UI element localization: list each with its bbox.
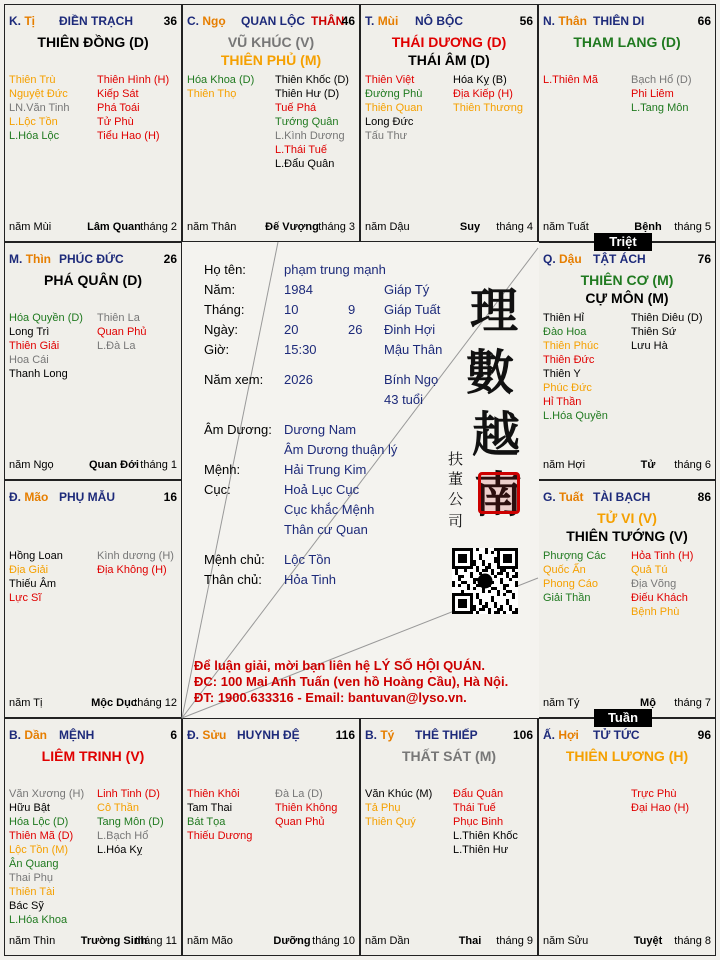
footer-year: năm Thìn: [9, 935, 56, 947]
palace-age: 106: [512, 728, 533, 742]
footer-state: Thai: [458, 935, 482, 947]
minor-star: Kình dương (H): [97, 550, 174, 562]
minor-star: LN.Văn Tinh: [9, 102, 70, 114]
sub-char: 公: [448, 490, 464, 508]
minor-star: L.Hóa Khoa: [9, 914, 68, 926]
footer-year: năm Sửu: [543, 935, 589, 947]
palace-stem: T.: [365, 14, 375, 28]
minor-star: Long Đức: [365, 116, 414, 128]
main-star: THIÊN CƠ (M): [580, 272, 674, 288]
palace-house-name: PHỤ MẪU: [59, 490, 115, 504]
minor-star: Phượng Các: [543, 550, 606, 562]
palace-age: 86: [697, 490, 711, 504]
minor-star: Phá Toái: [97, 102, 140, 114]
minor-star: Địa Võng: [631, 578, 677, 590]
palace-branch-name: Mùi: [377, 14, 399, 28]
minor-star: Đẩu Quân: [453, 788, 504, 800]
minor-star: Thiên Thương: [453, 102, 524, 114]
palace-stem: N.: [543, 14, 555, 28]
footer-month: tháng 1: [140, 459, 177, 471]
minor-star: Ân Quang: [9, 858, 59, 870]
minor-star: Hồng Loan: [9, 550, 63, 562]
minor-star: Văn Xương (H): [9, 788, 85, 800]
palace-house-name: MỆNH: [59, 728, 95, 742]
palace-branch-name: Tý: [380, 728, 395, 742]
minor-star: Hóa Kỵ (B): [453, 74, 507, 86]
minor-star: Long Trì: [9, 326, 50, 338]
calligraphy-char: 理: [470, 283, 519, 339]
calligraphy-char: 南: [474, 467, 523, 523]
main-star: THIÊN PHỦ (M): [220, 52, 322, 68]
day-lunar: 26: [348, 322, 363, 337]
minor-star: Hỉ Thần: [543, 396, 582, 408]
footer-state: Tử: [640, 459, 656, 471]
minor-star: Lộc Tồn (M): [9, 844, 69, 856]
main-star: THIÊN ĐỒNG (D): [37, 34, 149, 50]
red-seal: [478, 472, 520, 514]
triet-tag: Triệt: [594, 233, 652, 251]
minor-star: Địa Kiếp (H): [453, 88, 513, 100]
minor-star: Địa Không (H): [97, 564, 167, 576]
than-marker: THÂN: [311, 14, 345, 28]
main-star: THẤT SÁT (M): [401, 748, 497, 764]
minor-star: L.Tang Môn: [631, 102, 689, 114]
palace-stem: B.: [9, 728, 21, 742]
footer-year: năm Tý: [543, 697, 580, 709]
tuan-tag: Tuần: [594, 709, 652, 727]
palace-stem: K.: [9, 14, 21, 28]
minor-star: Tả Phụ: [365, 802, 401, 814]
minor-star: Thiên Khôi: [187, 788, 240, 800]
palace-age: 116: [335, 728, 355, 742]
main-star: THIÊN TƯỚNG (V): [566, 528, 688, 544]
minor-star: Cô Thần: [97, 802, 139, 814]
minor-star: Hữu Bật: [9, 802, 50, 814]
minor-star: Hóa Lộc (D): [9, 816, 69, 828]
palace-house-name: TÀI BẠCH: [593, 490, 651, 504]
minor-star: Trực Phù: [631, 788, 677, 800]
minor-star: Thiếu Dương: [187, 830, 253, 842]
minor-star: Quốc Ấn: [543, 564, 586, 576]
sub-char: 董: [448, 470, 464, 488]
calligraphy-char: 數: [466, 345, 515, 401]
palace-branch-name: Tị: [24, 14, 36, 28]
minor-star: Thiên Đức: [543, 354, 595, 366]
minor-star: Hóa Khoa (D): [187, 74, 255, 86]
minor-star: Thiên Phúc: [543, 340, 599, 352]
footer-month: tháng 8: [674, 935, 711, 947]
footer-month: tháng 12: [134, 697, 177, 709]
footer-state: Tuyệt: [633, 935, 663, 947]
menh-label: Mệnh:: [204, 462, 241, 477]
minor-star: Lưu Hà: [631, 340, 668, 352]
minor-star: Thiên Quan: [365, 102, 423, 114]
minor-star: Tuế Phá: [275, 102, 317, 114]
minor-star: Giải Thần: [543, 592, 591, 604]
footer-month: tháng 5: [674, 221, 711, 233]
minor-star: Thai Phụ: [9, 872, 54, 884]
footer-state: Lâm Quan: [87, 221, 141, 233]
palace-stem: G.: [543, 490, 556, 504]
footer-month: tháng 6: [674, 459, 711, 471]
palace-age: 16: [163, 490, 177, 504]
minor-star: Hỏa Tinh (H): [631, 550, 694, 562]
minor-star: L.Hóa Lộc: [9, 130, 60, 142]
minor-star: Hoa Cái: [9, 354, 49, 366]
footer-year: năm Ngọ: [9, 459, 54, 471]
footer-month: tháng 9: [496, 935, 533, 947]
minor-star: Thiên Không: [275, 802, 338, 814]
main-star: PHÁ QUÂN (D): [44, 272, 142, 288]
minor-star: L.Thiên Mã: [543, 74, 599, 86]
minor-star: L.Đẩu Quân: [275, 158, 335, 170]
footer-state: Trường Sinh: [80, 935, 148, 947]
minor-star: Thiếu Âm: [9, 578, 57, 590]
age-value: 43 tuổi: [384, 392, 424, 407]
palace-branch-name: Thân: [558, 14, 588, 28]
footer-year: năm Tuất: [543, 221, 589, 233]
palace-age: 46: [341, 14, 355, 28]
month-lunar: 9: [348, 302, 356, 317]
minor-star: Tấu Thư: [365, 130, 408, 142]
palace-house-name: HUYNH ĐỆ: [237, 728, 300, 742]
footer-year: năm Dần: [365, 935, 410, 947]
year-value: 1984: [284, 282, 313, 297]
minor-star: Phong Cáo: [543, 578, 599, 590]
minor-star: Quả Tú: [631, 564, 668, 576]
minor-star: Tướng Quân: [275, 116, 339, 128]
palace-stem: M.: [9, 252, 23, 266]
main-star: THIÊN LƯƠNG (H): [565, 748, 689, 764]
palace-house-name: TẬT ÁCH: [593, 252, 646, 266]
main-star: THÁI ÂM (D): [408, 52, 490, 68]
minor-star: L.Thiên Khốc: [453, 830, 518, 842]
footer-month: tháng 7: [674, 697, 711, 709]
minor-star: Kiếp Sát: [97, 88, 139, 100]
minor-star: Đại Hao (H): [631, 802, 690, 814]
minor-star: L.Hóa Kỵ: [97, 844, 143, 856]
main-star: CỰ MÔN (M): [585, 290, 669, 306]
footer-state: Quan Đới: [89, 459, 139, 471]
palace-stem: Q.: [543, 252, 556, 266]
palace-house-name: NÔ BỘC: [415, 14, 463, 28]
palace-stem: Đ.: [9, 490, 21, 504]
minor-star: Đào Hoa: [543, 326, 587, 338]
palace-branch-name: Tuất: [559, 490, 584, 504]
footer-month: tháng 11: [134, 935, 177, 947]
minor-star: Địa Giải: [9, 564, 49, 576]
minor-star: L.Thiên Hư: [453, 844, 509, 856]
palace-stem: Đ.: [187, 728, 199, 742]
minor-star: Thiên Hình (H): [97, 74, 170, 86]
footer-year: năm Mão: [187, 935, 233, 947]
main-star: LIÊM TRINH (V): [41, 748, 145, 764]
than-chu-label: Thân chủ:: [204, 572, 262, 587]
cuc-note: Cục khắc Mệnh: [284, 502, 375, 517]
minor-star: L.Lộc Tồn: [9, 116, 58, 128]
footer-year: năm Dậu: [365, 221, 410, 233]
contact-line-3: ĐT: 1900.633316 - Email: bantuvan@lyso.vn.: [194, 690, 467, 705]
day-canchi: Đinh Hợi: [384, 322, 436, 337]
footer-year: năm Thân: [187, 221, 237, 233]
palace-branch-name: Hợi: [558, 728, 579, 742]
minor-star: L.Hóa Quyền: [543, 410, 608, 422]
main-star: VŨ KHÚC (V): [227, 34, 315, 50]
sub-char: 司: [448, 512, 464, 530]
main-star: TỬ VI (V): [597, 510, 657, 526]
minor-star: Phúc Đức: [543, 382, 592, 394]
palace-house-name: QUAN LỘC: [241, 14, 305, 28]
minor-star: Thiên Hỉ: [543, 312, 584, 324]
menh-value: Hải Trung Kim: [284, 462, 367, 477]
palace-age: 66: [697, 14, 711, 28]
palace-age: 26: [163, 252, 177, 266]
footer-state: Suy: [459, 221, 481, 233]
palace-age: 6: [170, 728, 177, 742]
palace-house-name: THIÊN DI: [593, 14, 645, 28]
palace-stem: B.: [365, 728, 377, 742]
palace-branch-name: Dần: [24, 728, 48, 742]
minor-star: Thiên La: [97, 312, 140, 324]
minor-star: Đà La (D): [275, 788, 323, 800]
palace-age: 96: [697, 728, 711, 742]
name-label: Họ tên:: [204, 262, 246, 277]
footer-month: tháng 2: [140, 221, 177, 233]
minor-star: L.Thái Tuế: [275, 144, 327, 156]
palace-house-name: THÊ THIẾP: [415, 728, 478, 742]
minor-star: Thái Tuế: [453, 802, 496, 814]
minor-star: Bệnh Phù: [631, 606, 680, 618]
amduong-label: Âm Dương:: [204, 422, 272, 437]
minor-star: Thiên Sứ: [631, 326, 677, 338]
minor-star: Tang Môn (D): [97, 816, 164, 828]
palace-age: 56: [519, 14, 533, 28]
palace-branch-name: Dậu: [559, 252, 582, 266]
month-canchi: Giáp Tuất: [384, 302, 441, 317]
minor-star: Tam Thai: [187, 802, 233, 814]
palace-branch-name: Mão: [24, 490, 49, 504]
minor-star: Thiên Hư (D): [275, 88, 340, 100]
minor-star: Phục Binh: [453, 816, 504, 828]
minor-star: Nguyệt Đức: [9, 88, 68, 100]
footer-year: năm Mùi: [9, 221, 52, 233]
view-year-value: 2026: [284, 372, 313, 387]
footer-state: Dưỡng: [273, 935, 311, 947]
palace-branch-name: Sửu: [202, 728, 227, 742]
minor-star: Tiểu Hao (H): [97, 130, 160, 142]
minor-star: L.Bạch Hổ: [97, 830, 149, 842]
minor-star: Tử Phù: [97, 116, 134, 128]
amduong-value: Dương Nam: [284, 422, 357, 437]
footer-state: Mộc Dục: [91, 697, 137, 709]
contact-line-1: Để luận giải, mời bạn liên hệ LÝ SỐ HỘI QUÁN.: [194, 658, 485, 673]
menh-chu-value: Lộc Tồn: [284, 552, 331, 567]
hour-value: 15:30: [284, 342, 317, 357]
footer-month: tháng 10: [312, 935, 355, 947]
minor-star: Thiên Tài: [9, 886, 55, 898]
qr-code[interactable]: [452, 548, 518, 614]
minor-star: Điếu Khách: [631, 592, 688, 604]
minor-star: Thiên Giải: [9, 340, 60, 352]
than-cu-note: Thân cư Quan: [284, 522, 368, 537]
minor-star: Văn Khúc (M): [365, 788, 433, 800]
main-star: THAM LANG (D): [573, 34, 681, 50]
minor-star: Thanh Long: [9, 368, 68, 380]
minor-star: Thiên Quý: [365, 816, 416, 828]
month-label: Tháng:: [204, 302, 245, 317]
minor-star: Thiên Trù: [9, 74, 56, 86]
palace-age: 76: [697, 252, 711, 266]
view-year-label: Năm xem:: [204, 372, 264, 387]
palace-stem: Ấ.: [543, 728, 555, 742]
minor-star: Đường Phù: [365, 88, 423, 100]
day-value: 20: [284, 322, 299, 337]
minor-star: L.Kình Dương: [275, 130, 345, 142]
minor-star: Thiên Thọ: [187, 88, 237, 100]
day-label: Ngày:: [204, 322, 238, 337]
minor-star: Phi Liêm: [631, 88, 674, 100]
footer-month: tháng 4: [496, 221, 533, 233]
footer-state: Mộ: [640, 697, 656, 709]
calligraphy-char: 越: [472, 407, 521, 463]
menh-chu-label: Mệnh chủ:: [204, 552, 265, 567]
view-year-canchi: Bính Ngọ: [384, 372, 439, 387]
main-star: THÁI DƯƠNG (D): [391, 34, 507, 50]
sub-char: 扶: [448, 450, 464, 468]
minor-star: Linh Tinh (D): [97, 788, 160, 800]
hour-canchi: Mậu Thân: [384, 342, 443, 357]
footer-year: năm Hợi: [543, 459, 586, 471]
cuc-value: Hoả Lục Cục: [284, 482, 360, 497]
minor-star: Lực Sĩ: [9, 592, 42, 604]
year-canchi: Giáp Tý: [384, 282, 430, 297]
name-value: phạm trung mạnh: [284, 262, 386, 277]
minor-star: Bát Tọa: [187, 816, 226, 828]
minor-star: Thiên Việt: [365, 74, 415, 86]
hour-label: Giờ:: [204, 342, 230, 357]
footer-month: tháng 3: [318, 221, 355, 233]
minor-star: Thiên Mã (D): [9, 830, 74, 842]
cuc-label: Cục:: [204, 482, 231, 497]
than-chu-value: Hỏa Tinh: [284, 572, 337, 587]
palace-house-name: ĐIỀN TRẠCH: [59, 14, 133, 28]
minor-star: Quan Phủ: [97, 326, 147, 338]
palace-age: 36: [163, 14, 177, 28]
minor-star: Thiên Khốc (D): [275, 74, 349, 86]
minor-star: L.Đà La: [97, 340, 136, 352]
footer-state: Bệnh: [634, 221, 662, 233]
minor-star: Thiên Diêu (D): [631, 312, 703, 324]
palace-house-name: PHÚC ĐỨC: [59, 252, 124, 266]
year-label: Năm:: [204, 282, 236, 297]
palace-branch-name: Thìn: [25, 252, 52, 266]
minor-star: Quan Phủ: [275, 816, 325, 828]
minor-star: Hóa Quyền (D): [9, 312, 83, 324]
contact-line-2: ĐC: 100 Mai Anh Tuấn (ven hồ Hoàng Cầu), Hà Nội.: [194, 674, 509, 689]
minor-star: Thiên Y: [543, 368, 581, 380]
minor-star: Bác Sỹ: [9, 900, 44, 912]
palace-branch-name: Ngọ: [202, 14, 226, 28]
amduong-note: Âm Dương thuận lý: [284, 442, 398, 457]
palace-house-name: TỬ TỨC: [593, 728, 640, 742]
minor-star: Bạch Hổ (D): [631, 74, 692, 86]
month-value: 10: [284, 302, 299, 317]
footer-state: Đế Vượng: [265, 221, 319, 233]
palace-stem: C.: [187, 14, 199, 28]
footer-year: năm Tị: [9, 697, 43, 709]
